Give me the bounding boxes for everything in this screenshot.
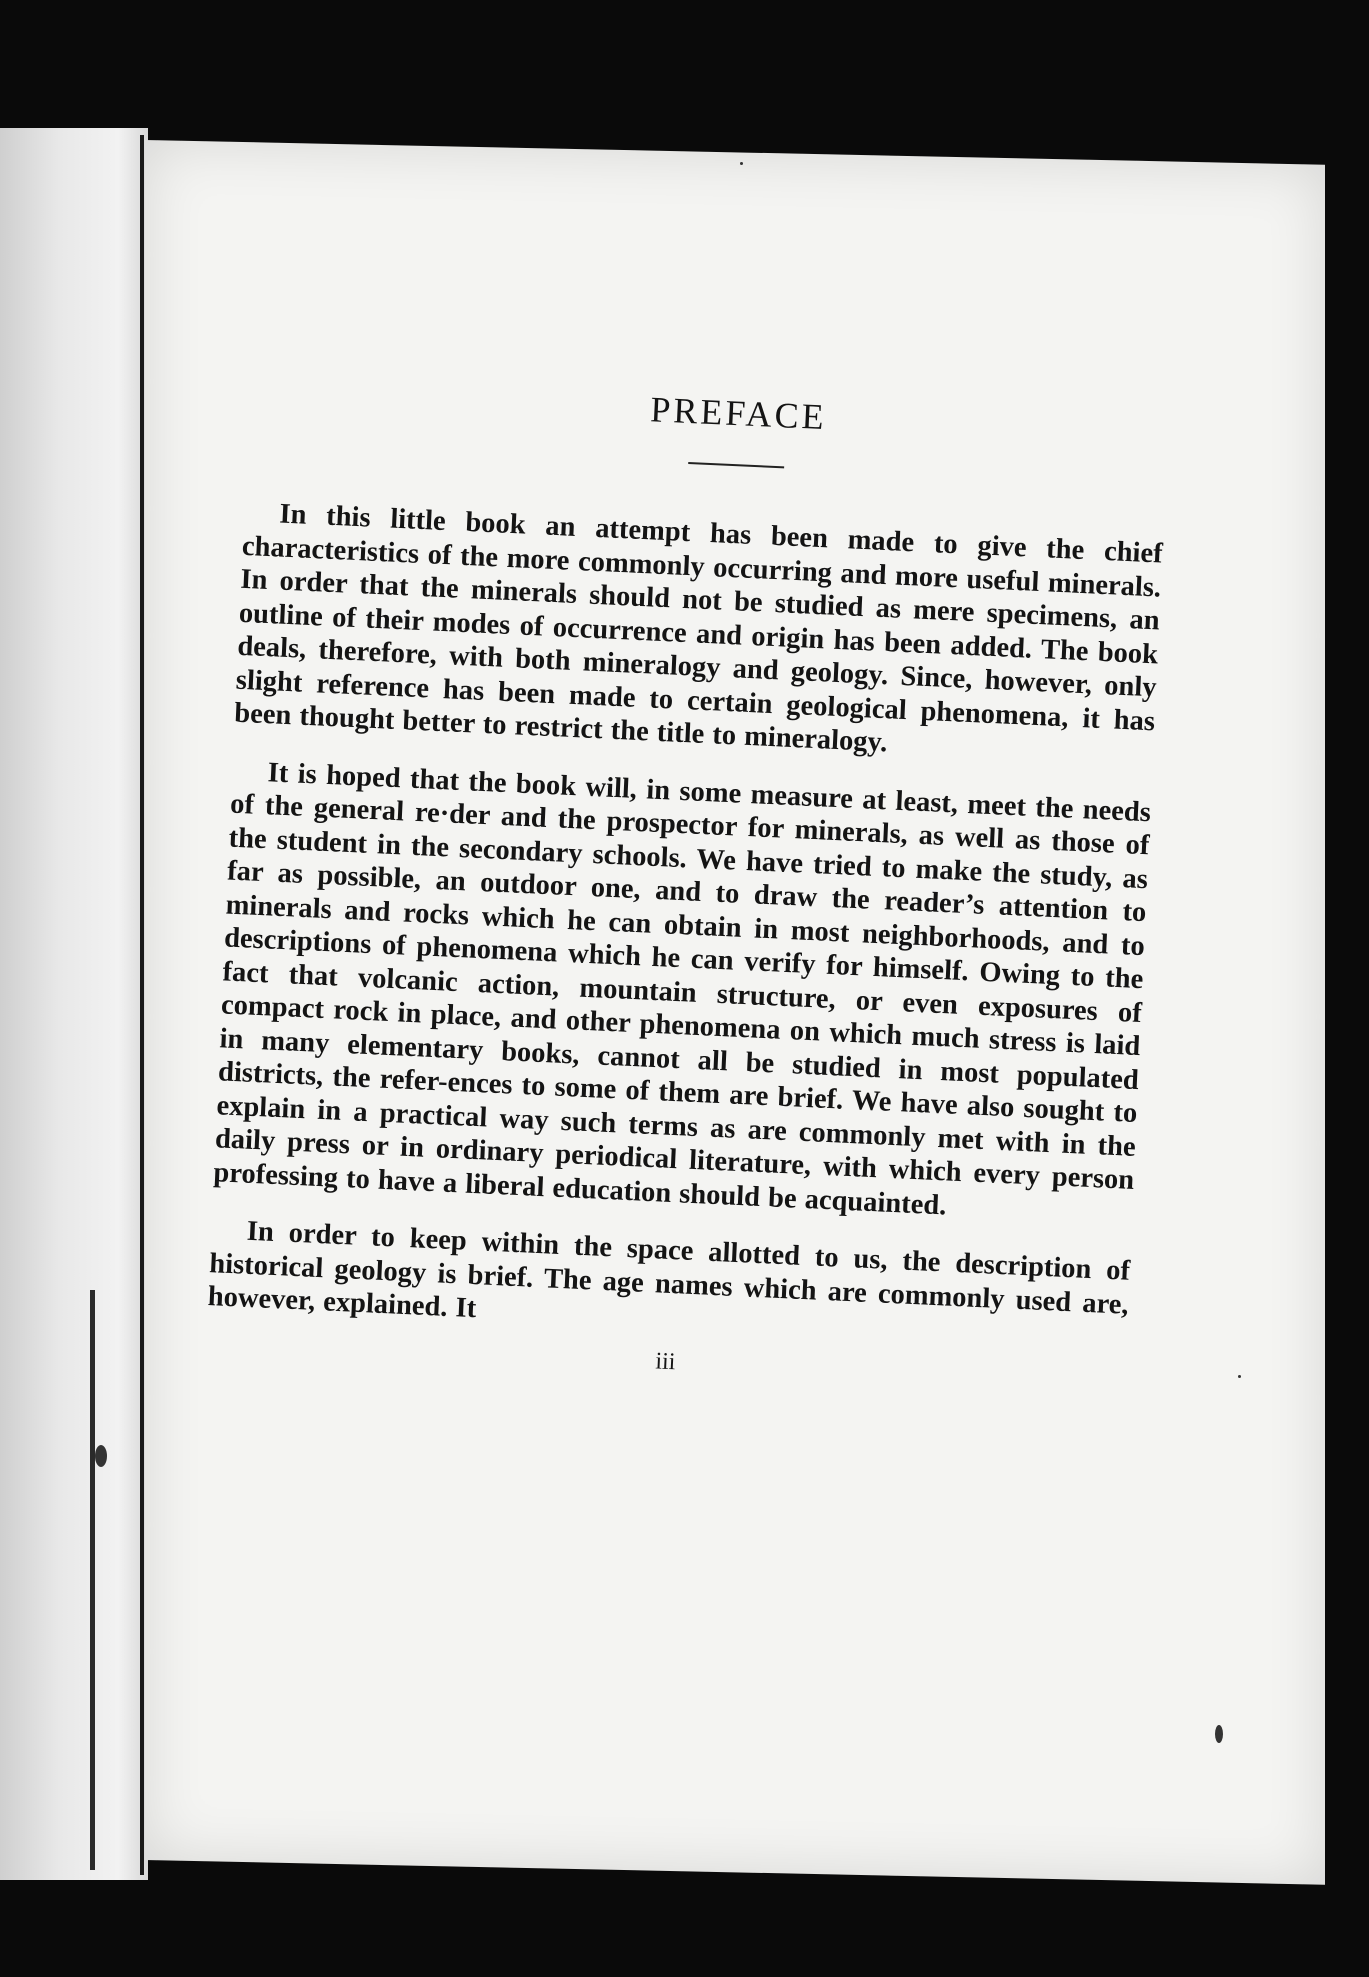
paragraph-2: It is hoped that the book will, in some measure at least, meet the needs of the general re·der and the prospector for minerals, as well as those of the student in the secondary schools. We have tried to make the study, as far as possible, an outdoor one, and to draw the reader’s attention to minerals and rocks which he can obtain in most neighborhoods, and to descriptions of phenomena which he can verify for himself. Owing to the fact that volcanic action, mountain structure, or even exposures of compact rock in place, and other phenomena on which much stress is laid in many elementary books, cannot all be studied in most populated districts, the refer-ences to some of them are brief. We have also sought to explain in a practical way such terms as are commonly met with in the daily press or in ordinary periodical literature, with which every person professing to have a liberal education should be acquainted. [212, 756, 1152, 1221]
scan-speck [1215, 1725, 1223, 1743]
scan-speck [740, 162, 743, 165]
title-rule [688, 462, 784, 468]
paragraph-1: In this little book an attempt has been made to give the chief characteristics of the more commonly occurring and more useful minerals. In order that the minerals should not be studied as mere specimens, an outline of their modes of occurrence and origin has been added. The book deals, therefore, with both mineralogy and geology. Since, however, only slight reference has been made to certain geological phenomena, it has been thought better to restrict the title to mineralogy. [233, 498, 1164, 759]
scan-speck [95, 1445, 107, 1467]
left-page-edge [0, 128, 148, 1880]
left-page-fold [90, 1290, 95, 1870]
page-content [205, 370, 1169, 1396]
scan-speck [1238, 1375, 1241, 1378]
page-title: PREFACE [649, 389, 828, 438]
gutter-shadow [140, 135, 144, 1875]
page-number: iii [654, 1347, 677, 1375]
paragraph-3: In order to keep within the space allotted to us, the description of historical geology is brief. The age names which are commonly used are, however, explained. It [207, 1215, 1131, 1325]
